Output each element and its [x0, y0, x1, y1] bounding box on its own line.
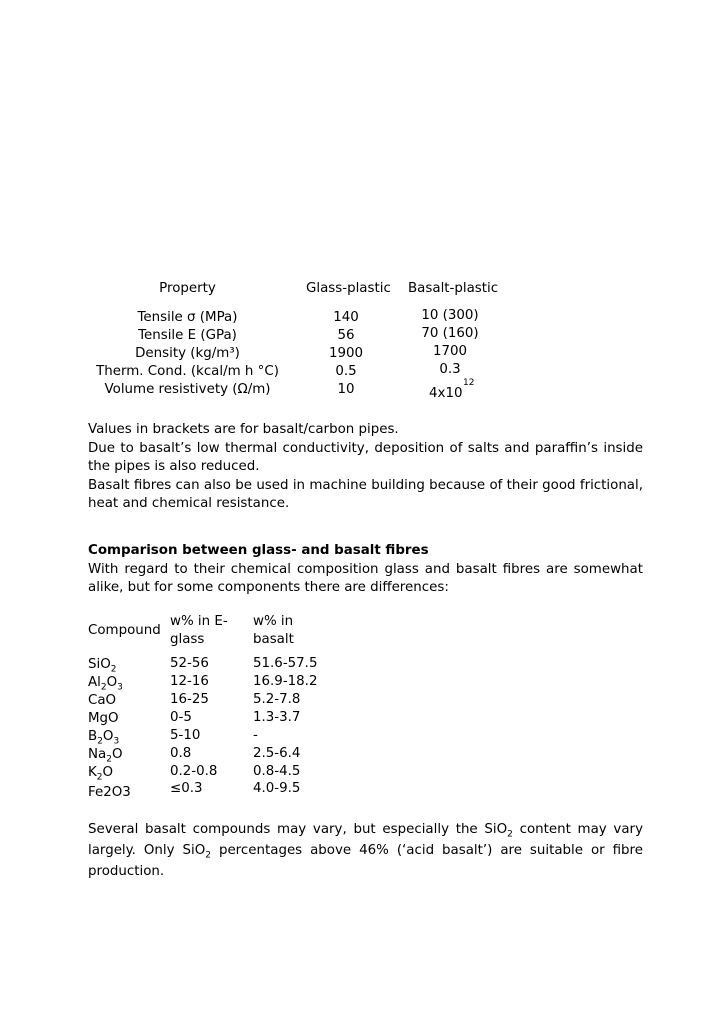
basalt-value: 0.8-4.5	[253, 764, 301, 779]
e-glass-value: 52-56	[170, 656, 209, 671]
basalt-value: 2.5-6.4	[253, 746, 301, 761]
paragraph: Basalt fibres can also be used in machine building because of their good frictional, heat and chemical resistance.	[88, 477, 643, 511]
e-glass-value: 0.2-0.8	[170, 764, 218, 779]
basalt-value: 4x10	[429, 386, 463, 401]
glass-value: 1900	[328, 346, 364, 361]
compound-name: $Na_2O$	[88, 747, 123, 765]
paragraph: Due to basalt’s low thermal conductivity, deposition of salts and paraffin’s inside the pipes is also reduced.	[88, 440, 643, 474]
e-glass-value: 16-25	[170, 692, 209, 707]
body-text	[88, 421, 643, 514]
glass-value: 10	[337, 382, 355, 397]
compound-name: Fe2O3	[88, 785, 131, 800]
property-cell: Volume resistivety (Ω/m)	[104, 382, 271, 397]
glass-value: 140	[333, 310, 359, 325]
header-glass-plastic: Glass-plastic	[306, 281, 391, 296]
header-e-glass: w% in E-	[170, 614, 228, 629]
e-glass-value: ≤0.3	[170, 781, 203, 796]
basalt-value: 4.0-9.5	[253, 781, 301, 796]
header-basalt: basalt	[253, 632, 294, 647]
e-glass-value: 5-10	[170, 728, 201, 743]
closing-paragraph: Several basalt compounds may vary, but especially the SiO$_2$ content may vary largely. Only SiO$_2$ percentages above 46% (‘acid basalt’) are suitable or fibre production.	[88, 822, 643, 879]
compound-name: $Al_2O_3$	[88, 675, 123, 693]
header-basalt: w% in	[253, 614, 294, 629]
basalt-value: 16.9-18.2	[253, 674, 318, 689]
property-cell: Therm. Cond. (kcal/m h °C)	[96, 364, 279, 379]
glass-value: 56	[337, 328, 355, 343]
e-glass-value: 12-16	[170, 674, 209, 689]
property-cell: Density (kg/m³)	[135, 346, 240, 361]
compound-name: CaO	[88, 693, 117, 708]
basalt-value: 10 (300)	[421, 308, 479, 323]
basalt-value: -	[253, 728, 258, 743]
exponent: 12	[463, 378, 475, 388]
basalt-value: 1.3-3.7	[253, 710, 301, 725]
paragraph: Values in brackets are for basalt/carbon pipes.	[88, 422, 399, 437]
header-property: Property	[159, 281, 216, 296]
compound-name: $B_2O_3$	[88, 729, 120, 747]
compound-name: MgO	[88, 711, 119, 726]
property-cell: Tensile E (GPa)	[138, 328, 237, 343]
header-basalt-plastic: Basalt-plastic	[408, 281, 499, 296]
paragraph: With regard to their chemical composition glass and basalt fibres are somewhat alike, but for some components there are differences:	[88, 561, 643, 595]
comparison-section	[88, 542, 643, 598]
e-glass-value: 0-5	[170, 710, 192, 725]
basalt-value: 5.2-7.8	[253, 692, 301, 707]
glass-value: 0.5	[335, 364, 357, 379]
header-e-glass: glass	[170, 632, 205, 647]
basalt-value: 70 (160)	[421, 326, 479, 341]
basalt-value: 0.3	[439, 362, 461, 377]
compound-name: SiO$_2$	[88, 657, 117, 675]
section-heading: Comparison between glass- and basalt fibres	[88, 543, 429, 558]
basalt-value: 1700	[432, 344, 468, 359]
e-glass-value: 0.8	[170, 746, 192, 761]
compound-name: $K_2O$	[88, 765, 114, 783]
header-compound: Compound	[88, 623, 161, 638]
property-cell: Tensile σ (MPa)	[137, 310, 238, 325]
basalt-value: 51.6-57.5	[253, 656, 318, 671]
